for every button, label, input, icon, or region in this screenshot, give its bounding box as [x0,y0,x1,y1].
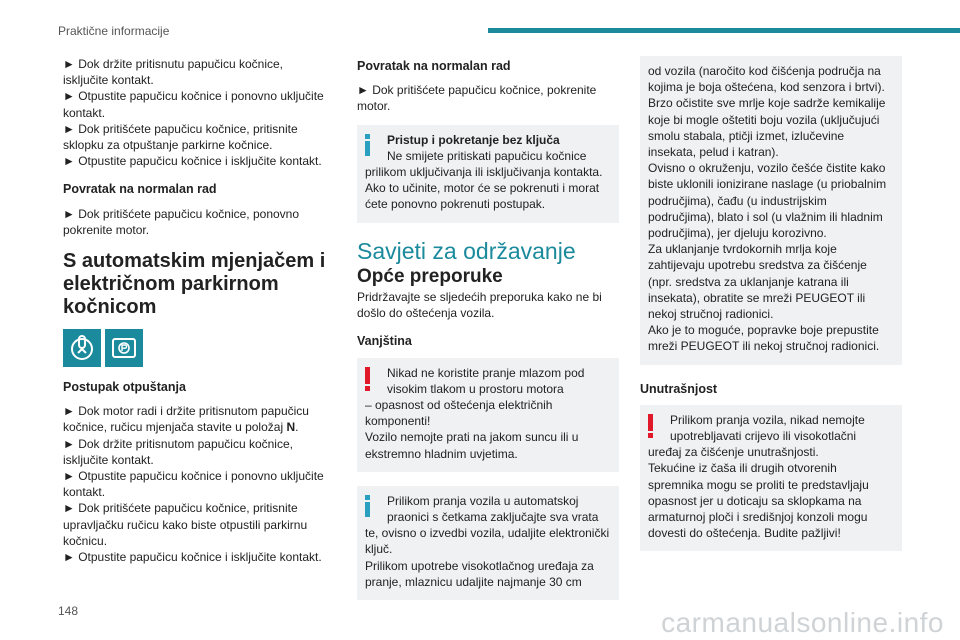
section-title-automatic: S automatskim mjenjačem i električnom parkirnom kočnicom [63,250,326,319]
intro-paragraph: Pridržavajte se sljedećih preporuka kako ne bi došlo do oštećenja vozila. [357,290,602,321]
info-box-text: Za uklanjanje tvrdokornih mrlja koje zahtijevaju upotrebu sredstva za čišćenje (npr. sredstva za uklanjanje katrana ili insekata), obratite se mreži PEUGEOT ili nekoj stručnoj radionici. [648,242,867,322]
gear-position-n: N [286,420,296,435]
bullet-item: ► Dok držite pritisnutom papučicu kočnice, isključite kontakt. [63,436,329,468]
warning-icon [648,414,653,438]
column-1 [63,56,329,565]
header-accent-bar [488,28,960,33]
bullet-item: ► Otpustite papučicu kočnice i isključite kontakt. [63,549,329,565]
warning-icon [365,367,370,391]
bullet-item: ► Dok pritišćete papučicu kočnice, ponovno pokrenite motor. [63,206,329,238]
bullet-item: ► Dok pritišćete papučicu kočnice, pritisnite sklopku za otpuštanje parkirne kočnice. [63,121,329,153]
warning-box-text: Tekućine iz čaša ili drugih otvorenih spremnika mogu se proliti te predstavljaju opasnost jer u doticaju sa sklopkama na armaturnoj ploči i središnjoj konzoli mogu dovesti do oštećenja. Budite pažljivi! [648,461,869,541]
bullet-item: ► Otpustite papučicu kočnice i ponovno uključite kontakt. [63,88,329,120]
column-2 [357,56,619,608]
column-3 [640,56,902,559]
info-box-text: te, ovisno o izvedbi vozila, udaljite elektronički ključ. [365,526,610,557]
bullet-item: ► Otpustite papučicu kočnice i isključite kontakt. [63,153,329,169]
icon-row [63,329,329,367]
warning-box-exterior [357,358,619,472]
bullet-item: ► Dok pritišćete papučicu kočnice, pokrenite motor. [357,82,619,114]
warning-box-text: Nikad ne koristite pranje mlazom pod visokim tlakom u prostoru motora [387,365,585,396]
info-box-text: prilikom uključivanja ili isključivanja kontakta. Ako to učinite, motor će se pokrenuti i morat ćete ponovno pokrenuti postupak. [365,165,603,212]
info-box-text: Ovisno o okruženju, vozilo češće čistite kako biste uklonili ionizirane naslage (u priobalnim područjima), čađu (u industrijskim područjima), blato i sol (u vlažnim ili hladnim područjima), jer djeluju korozivno. [648,161,887,241]
bullet-item: ► Dok pritišćete papučicu kočnice, pritisnite upravljačku ručicu kako biste otpustili parkirnu kočnicu. [63,500,329,549]
warning-box-text: Prilikom pranja vozila, nikad nemojte upotrebljavati crijevo ili visokotlačni [670,412,865,444]
subheading-interior: Unutrašnjost [640,381,718,396]
info-box-title: Pristup i pokretanje bez ključa [387,132,560,147]
subheading-exterior: Vanjština [357,334,412,349]
warning-box-text: – opasnost od oštećenja električnih komponenti! [365,398,553,429]
automatic-gearbox-icon [63,329,101,367]
page-number: 148 [58,604,79,618]
warning-box-text: Vozilo nemojte prati na jakom suncu ili u ekstremno hladnim uvjetima. [365,430,579,461]
info-icon [365,134,370,156]
bullet-item: ► Otpustite papučicu kočnice i ponovno uključite kontakt. [63,468,329,500]
info-box-continued [640,56,902,365]
watermark: carmanualsonline.info [661,607,944,638]
warning-box-interior [640,405,902,552]
subheading-return-normal: Povratak na normalan rad [63,182,217,197]
info-box-text: Ne smijete pritiskati papučicu kočnice [387,148,587,163]
subheading-release-procedure: Postupak otpuštanja [63,380,186,395]
bullet-item: ► Dok držite pritisnutu papučicu kočnice, isključite kontakt. [63,56,329,88]
info-box-keyless [357,125,619,223]
running-header: Praktične informacije [58,24,170,38]
electric-parking-brake-icon [105,329,143,367]
info-box-text: Brzo očistite sve mrlje koje sadrže kemikalije koje bi mogle oštetiti boju vozila (uključujući smolu stabala, ptičji izmet, izlučevine insekata, pelud i katran). [648,96,886,160]
warning-box-text: uređaj za čišćenje unutrašnjosti. [648,445,819,460]
subheading-general: Opće preporuke [357,265,503,287]
bullet-item: ► Dok motor radi i držite pritisnutom papučicu kočnice, ručicu mjenjača stavite u položaj N. [63,403,329,435]
chapter-title-maintenance: Savjeti za održavanje [357,237,576,264]
info-box-text: Ako je to moguće, popravke boje prepustite mreži PEUGEOT ili nekoj stručnoj radionici. [648,323,880,354]
info-box-text: od vozila (naročito kod čišćenja područja na kojima je boja oštećena, kod senzora i brtvi). [648,64,885,95]
subheading-return-normal: Povratak na normalan rad [357,59,511,73]
info-box-washing [357,486,619,600]
info-box-text: Prilikom upotrebe visokotlačnog uređaja za pranje, mlaznicu udaljite najmanje 30 cm [365,558,594,589]
info-icon [365,495,370,517]
info-box-text: Prilikom pranja vozila u automatskoj praonici s četkama zaključajte sva vrata [387,493,599,525]
